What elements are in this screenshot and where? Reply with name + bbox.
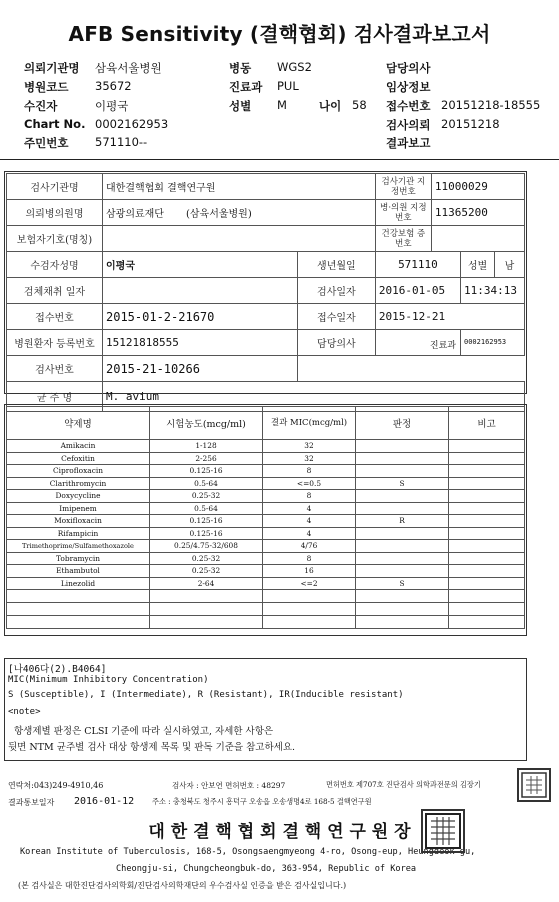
clinical-info-label: 임상정보 — [386, 80, 431, 94]
testno-empty — [297, 356, 524, 382]
drug-name: Imipenem — [7, 502, 150, 515]
drug-judge — [356, 452, 449, 465]
drug-judge: S — [356, 577, 449, 590]
testdate-label: 검사일자 — [297, 278, 375, 304]
drug-empty-cell — [449, 590, 525, 603]
drug-remark — [449, 452, 525, 465]
drug-row — [7, 477, 525, 490]
drug-name: Ciprofloxacin — [7, 465, 150, 478]
drug-remark — [449, 540, 525, 553]
age-value: 58 — [352, 98, 367, 112]
drug-empty-cell — [356, 616, 449, 629]
drug-name: Moxifloxacin — [7, 515, 150, 528]
drug-row — [7, 490, 525, 503]
inst-code-label: 검사기관 지정번호 — [375, 174, 431, 200]
drug-mic: <=2 — [263, 577, 356, 590]
patient-label: 수진자 — [24, 99, 58, 113]
requesting-institution-label: 의뢰기관명 — [24, 61, 80, 75]
footer-report-label: 결과통보일자 — [8, 798, 55, 807]
small-seal-stamp — [517, 768, 551, 802]
note-mic: MIC(Minimum Inhibitory Concentration) — [8, 675, 209, 685]
dob-value: 571110 — [375, 252, 460, 278]
requesting-institution-value: 삼육서울병원 — [95, 61, 162, 75]
org-addr2: Cheongju-si, Chungcheongbuk-do, 363-954, Republic of Korea — [116, 864, 417, 874]
drug-row — [7, 552, 525, 565]
drug-row — [7, 540, 525, 553]
col-judge: 판정 — [356, 407, 449, 440]
department-label: 진료과 — [229, 80, 263, 94]
patient-name-label: 수검자성명 — [7, 252, 103, 278]
drug-remark — [449, 440, 525, 453]
receipt-label: 접수번호 — [7, 304, 103, 330]
drug-empty-cell — [7, 616, 150, 629]
drug-mic: 4 — [263, 502, 356, 515]
health-value — [431, 226, 524, 252]
drug-range: 0.25/4.75-32/608 — [150, 540, 263, 553]
chart-no-label: Chart No. — [24, 117, 86, 131]
drug-mic: <=0.5 — [263, 477, 356, 490]
drug-range: 0.5-64 — [150, 502, 263, 515]
drug-empty-cell — [7, 590, 150, 603]
footer-tester: 검사자 : 안보연 면허번호 : 48297 — [172, 781, 286, 790]
drug-range: 0.25-32 — [150, 552, 263, 565]
drug-mic: 4 — [263, 515, 356, 528]
hospital-code-value: 35672 — [95, 79, 132, 93]
drug-remark — [449, 565, 525, 578]
drug-judge: R — [356, 515, 449, 528]
drug-judge: S — [356, 477, 449, 490]
drug-judge — [356, 490, 449, 503]
species-label: 균 주 명 — [7, 382, 103, 412]
drug-empty-cell — [263, 616, 356, 629]
drug-mic: 32 — [263, 440, 356, 453]
note-tag: <note> — [8, 707, 41, 717]
drug-empty-cell — [356, 590, 449, 603]
drug-name: Clarithromycin — [7, 477, 150, 490]
drug-remark — [449, 577, 525, 590]
col-drug: 약제명 — [7, 407, 150, 440]
drug-remark — [449, 465, 525, 478]
req-value: 삼광의료재단 — [106, 209, 164, 220]
drug-empty-cell — [449, 616, 525, 629]
department-value: PUL — [277, 79, 299, 93]
testtime-value: 11:34:13 — [461, 278, 525, 304]
drug-range: 0.125-16 — [150, 465, 263, 478]
insured-value — [103, 226, 376, 252]
note-line1: 항생제별 판정은 CLSI 기준에 따라 실시하였고, 자세한 사항은 — [14, 726, 274, 737]
drug-name: Rifampicin — [7, 527, 150, 540]
doctor-label: 담당의사 — [297, 330, 375, 356]
sex-label: 성별 — [229, 99, 252, 113]
ward-value: WGS2 — [277, 60, 312, 74]
drug-mic: 32 — [263, 452, 356, 465]
col-mic: 결과 MIC(mcg/ml) — [263, 407, 356, 440]
drug-remark — [449, 515, 525, 528]
drug-range: 2-256 — [150, 452, 263, 465]
drug-row — [7, 502, 525, 515]
drug-empty-cell — [449, 603, 525, 616]
req-value2: (삼육서울병원) — [185, 209, 252, 220]
drug-judge — [356, 502, 449, 515]
drug-mic: 4 — [263, 527, 356, 540]
drug-empty-cell — [356, 603, 449, 616]
drug-remark — [449, 527, 525, 540]
request-date-label: 검사의뢰 — [386, 118, 431, 132]
drug-row — [7, 465, 525, 478]
collect-value — [103, 278, 298, 304]
drug-name: Tobramycin — [7, 552, 150, 565]
drug-judge — [356, 465, 449, 478]
drug-empty-cell — [150, 603, 263, 616]
note-line2: 뒷면 NTM 균주별 검사 대상 항생제 목록 및 판독 기준을 참고하세요. — [8, 742, 296, 753]
collect-label: 검체채취 일자 — [7, 278, 103, 304]
drug-range: 0.5-64 — [150, 477, 263, 490]
request-date-value: 20151218 — [441, 117, 500, 131]
drug-range: 0.25-32 — [150, 565, 263, 578]
drug-range: 0.25-32 — [150, 490, 263, 503]
insured-label: 보험자기호(명칭) — [7, 226, 103, 252]
drug-range: 0.125-16 — [150, 527, 263, 540]
drug-row — [7, 577, 525, 590]
receipt-number-label: 접수번호 — [386, 99, 431, 113]
health-label: 건강보험 증번호 — [375, 226, 431, 252]
drug-empty-cell — [263, 590, 356, 603]
drug-judge — [356, 440, 449, 453]
drug-remark — [449, 502, 525, 515]
drug-row — [7, 565, 525, 578]
col-range: 시험농도(mcg/ml) — [150, 407, 263, 440]
drug-remark — [449, 490, 525, 503]
testno-value: 2015-21-10266 — [103, 356, 298, 382]
drug-name: Linezolid — [7, 577, 150, 590]
dept-value: 0002162953 — [461, 330, 525, 356]
sex-cell-label: 성별 — [461, 252, 495, 278]
drug-table-body — [7, 440, 525, 629]
drug-row — [7, 515, 525, 528]
dept-cell — [375, 330, 460, 356]
org-cert: (본 검사실은 대한진단검사의학회/진단검사의학재단의 우수검사실 인증을 받은 검사실입니다.) — [18, 881, 347, 890]
req-label: 의뢰병의원명 — [7, 200, 103, 226]
footer-address: 주소 : 충청북도 청주시 흥덕구 오송읍 오송생명4로 168-5 결핵연구원 — [152, 797, 372, 806]
drug-name: Doxycycline — [7, 490, 150, 503]
patient-value: 이평국 — [95, 99, 129, 113]
age-label: 나이 — [319, 99, 342, 113]
drug-judge — [356, 565, 449, 578]
drug-row — [7, 452, 525, 465]
inst-label: 검사기관명 — [7, 174, 103, 200]
drug-range: 0.125-16 — [150, 515, 263, 528]
chart-no-value: 0002162953 — [95, 117, 169, 131]
note-legend: S (Susceptible), I (Intermediate), R (Resistant), IR(Inducible resistant) — [8, 690, 404, 700]
note-code: [나406다(2).B4064] — [8, 664, 107, 675]
drug-empty-cell — [150, 616, 263, 629]
result-report-label: 결과보고 — [386, 136, 431, 150]
footer-director: 면허번호 제707호 진단검사 의학과전문의 김장기 — [326, 780, 481, 789]
drug-remark — [449, 477, 525, 490]
footer-report-date: 2016-01-12 — [74, 796, 135, 807]
receipt-date-value: 2015-12-21 — [375, 304, 524, 330]
dob-label: 생년월일 — [297, 252, 375, 278]
org-addr1: Korean Institute of Tuberculosis, 168-5, Osongsaengmyeong 4-ro, Osong-eup, Heungdeok-gu, — [20, 847, 476, 857]
drug-judge — [356, 552, 449, 565]
ward-label: 병동 — [229, 61, 252, 75]
resident-number-value: 571110-- — [95, 135, 148, 149]
official-seal-stamp — [421, 809, 465, 853]
drug-row — [7, 527, 525, 540]
hospital-code-label: 병원코드 — [24, 80, 69, 94]
testdate-value: 2016-01-05 — [375, 278, 460, 304]
receipt-value: 2015-01-2-21670 — [103, 304, 298, 330]
drug-remark — [449, 552, 525, 565]
drug-range: 1-128 — [150, 440, 263, 453]
drug-mic: 8 — [263, 490, 356, 503]
patient-name-value: 이평국 — [103, 252, 298, 278]
dept-label: 진료과 — [429, 341, 456, 351]
drug-mic: 8 — [263, 552, 356, 565]
attending-doctor-label: 담당의사 — [386, 61, 431, 75]
drug-empty-cell — [150, 590, 263, 603]
reg-value: 15121818555 — [103, 330, 298, 356]
drug-mic: 8 — [263, 465, 356, 478]
inst-value: 대한결핵협회 결핵연구원 — [103, 174, 376, 200]
receipt-number-value: 20151218-18555 — [441, 98, 541, 112]
drug-row-empty — [7, 616, 525, 629]
report-title: AFB Sensitivity (결핵협회) 검사결과보고서 — [68, 22, 491, 46]
species-value: M. avium — [103, 382, 525, 412]
drug-range: 2-64 — [150, 577, 263, 590]
drug-row-empty — [7, 603, 525, 616]
resident-number-label: 주민번호 — [24, 136, 69, 150]
reg-label: 병원환자 등록번호 — [7, 330, 103, 356]
req-value-cell — [103, 200, 376, 226]
sex-value: M — [277, 98, 287, 112]
drug-table — [6, 406, 525, 629]
drug-mic: 16 — [263, 565, 356, 578]
org-name: 대 한 결 핵 협 회 결 핵 연 구 원 장 — [148, 822, 411, 842]
header-divider — [0, 159, 559, 160]
req-code-label: 병·의원 지정번호 — [375, 200, 431, 226]
testno-label: 검사번호 — [7, 356, 103, 382]
drug-name: Ethambutol — [7, 565, 150, 578]
sex-cell-value: 남 — [495, 252, 525, 278]
drug-judge — [356, 540, 449, 553]
info-table — [6, 173, 525, 412]
footer-contact: 연락처:043)249-4910,46 — [8, 781, 104, 790]
req-code-value: 11365200 — [431, 200, 524, 226]
drug-mic: 4/76 — [263, 540, 356, 553]
drug-judge — [356, 527, 449, 540]
drug-empty-cell — [263, 603, 356, 616]
drug-name: Cefoxitin — [7, 452, 150, 465]
drug-row-empty — [7, 590, 525, 603]
receipt-date-label: 접수일자 — [297, 304, 375, 330]
inst-code-value: 11000029 — [431, 174, 524, 200]
drug-empty-cell — [7, 603, 150, 616]
drug-name: Trimethoprime/Sulfamethoxazole — [7, 540, 150, 553]
drug-name: Amikacin — [7, 440, 150, 453]
drug-row — [7, 440, 525, 453]
col-remark: 비고 — [449, 407, 525, 440]
